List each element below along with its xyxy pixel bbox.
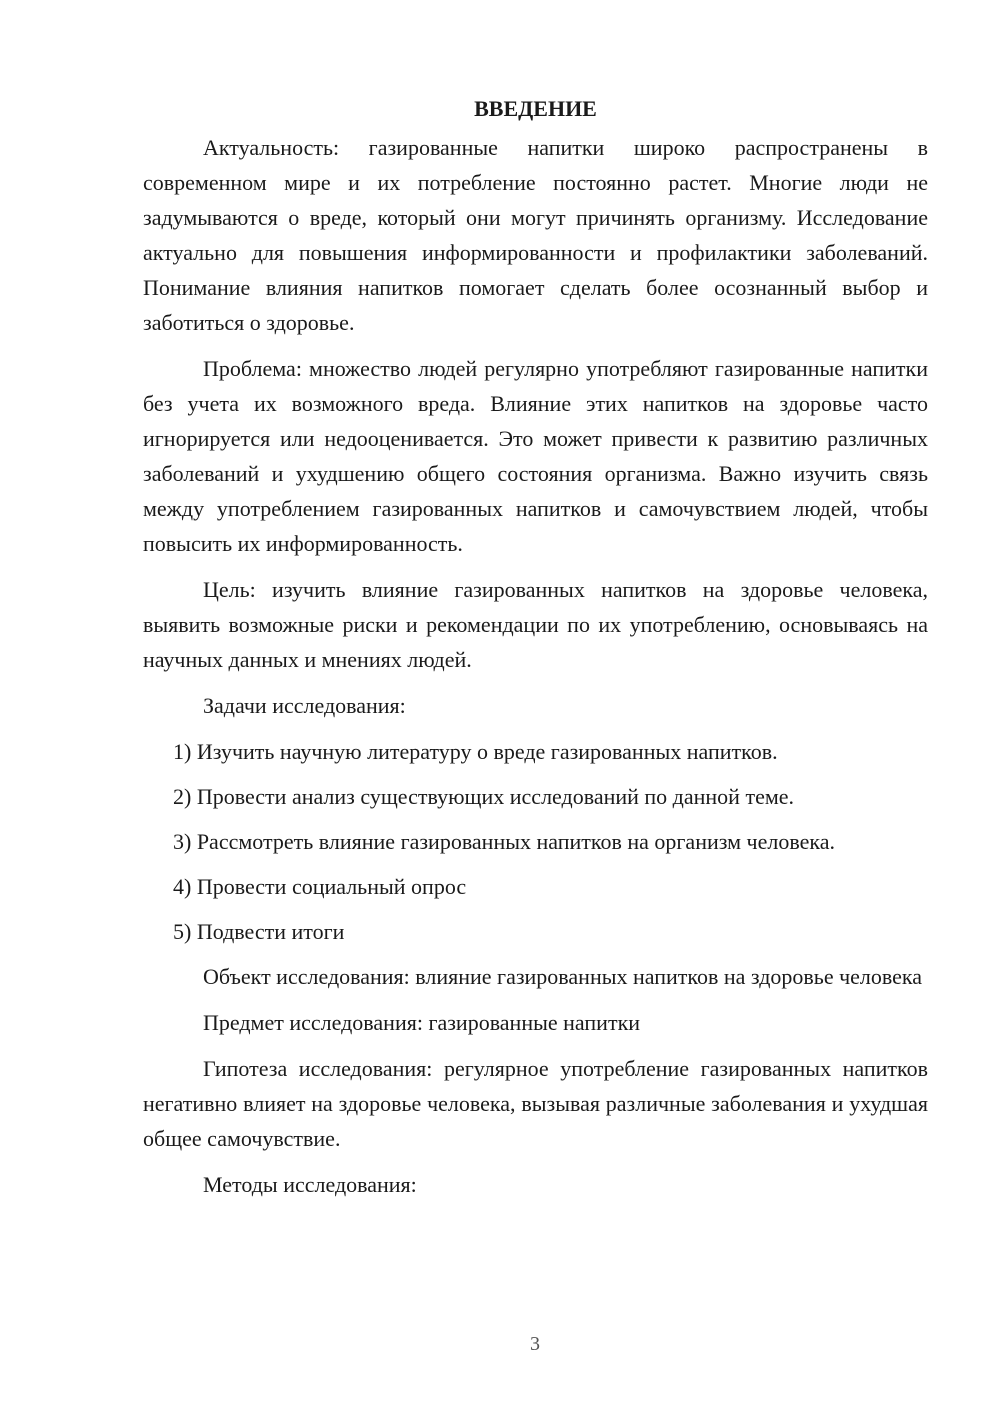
relevance-paragraph: Актуальность: газированные напитки широко распространены в современном мире и их потребление постоянно растет. Многие люди не задумываются о вреде, который они могут причинять организму. Исследование актуально для повышения информированности и профилактики заболеваний. Понимание влияния напитков помогает сделать более осознанный выбор и заботиться о здоровье.: [143, 135, 928, 335]
hypothesis-paragraph: Гипотеза исследования: регулярное употребление газированных напитков негативно влияет на здоровье человека, вызывая различные заболевания и ухудшая общее самочувствие.: [143, 1056, 928, 1151]
object-paragraph: Объект исследования: влияние газированных напитков на здоровье человека: [203, 964, 923, 989]
task-item: 2) Провести анализ существующих исследований по данной теме.: [173, 784, 795, 809]
subject-paragraph: Предмет исследования: газированные напитки: [203, 1010, 641, 1035]
section-heading: ВВЕДЕНИЕ: [474, 96, 597, 121]
goal-paragraph: Цель: изучить влияние газированных напитков на здоровье человека, выявить возможные риски и рекомендации по их употреблению, основываясь на научных данных и мнениях людей.: [143, 577, 928, 672]
task-item: 4) Провести социальный опрос: [173, 874, 467, 899]
tasks-title: Задачи исследования:: [203, 693, 406, 718]
task-item: 5) Подвести итоги: [173, 919, 345, 944]
tasks-list: [143, 734, 928, 949]
task-item: 3) Рассмотреть влияние газированных напитков на организм человека.: [173, 829, 835, 854]
methods-title: Методы исследования:: [203, 1172, 417, 1197]
problem-paragraph: Проблема: множество людей регулярно употребляют газированные напитки без учета их возможного вреда. Влияние этих напитков на здоровье часто игнорируется или недооценивается. Это может привести к развитию различных заболеваний и ухудшению общего состояния организма. Важно изучить связь между употреблением газированных напитков и самочувствием людей, чтобы повысить их информированность.: [143, 356, 928, 556]
task-item: 1) Изучить научную литературу о вреде газированных напитков.: [173, 739, 778, 764]
document-page: [143, 94, 928, 1213]
page-number: 3: [530, 1333, 540, 1355]
